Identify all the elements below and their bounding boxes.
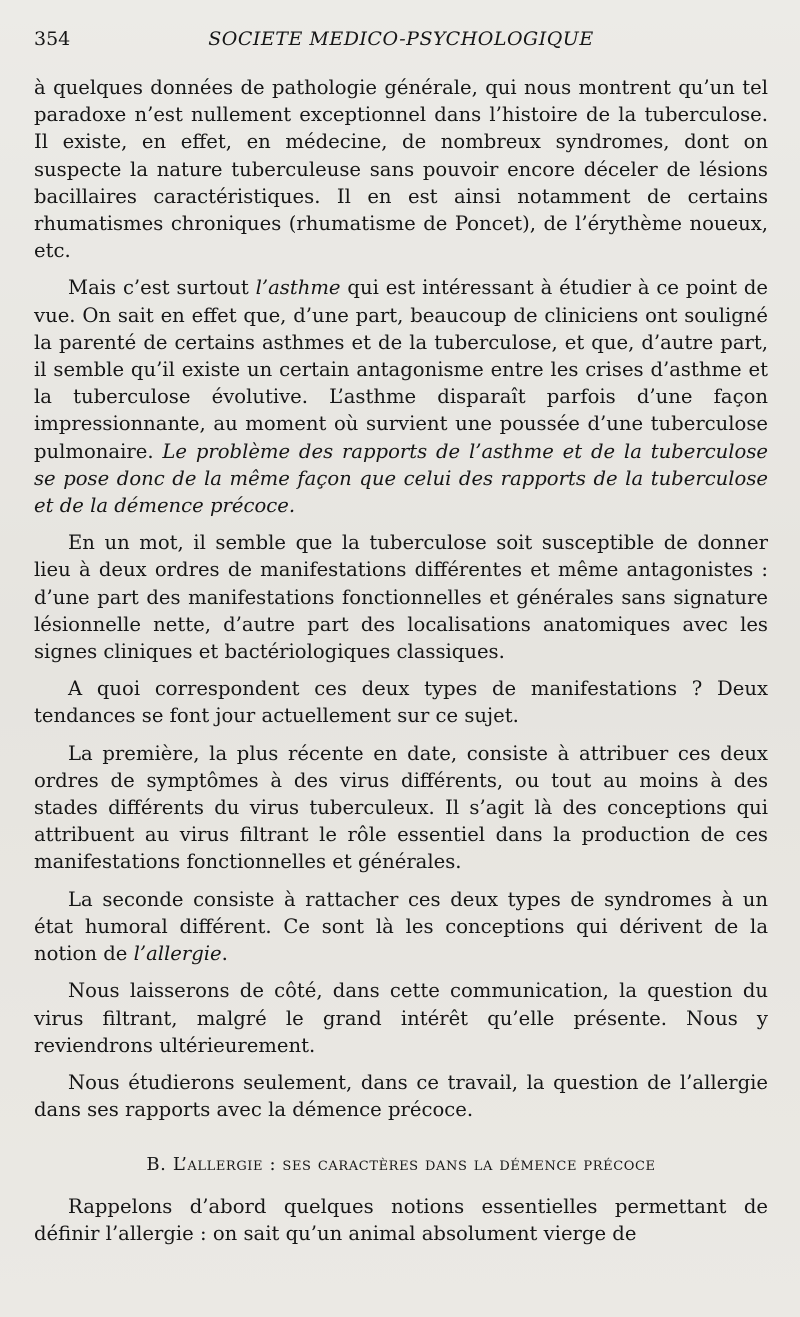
paragraph bbox=[34, 274, 768, 519]
section-label: B. bbox=[146, 1154, 173, 1176]
italic-text-run: l’allergie bbox=[133, 942, 222, 966]
paragraph bbox=[34, 977, 768, 1059]
paragraph bbox=[34, 74, 768, 264]
paragraph-list bbox=[34, 74, 768, 1123]
text-run: A quoi correspondent ces deux types de manifestations ? Deux tendances se font jour actuellement sur ce sujet. bbox=[34, 677, 768, 728]
italic-text-run: Le problème des rapports de l’asthme et de la tuberculose se pose donc de la même façon que celui des rapports de la tuberculose et de la démence précoce. bbox=[34, 439, 768, 518]
paragraph bbox=[34, 1069, 768, 1123]
text-run: Nous laisserons de côté, dans cette communication, la question du virus filtrant, malgré le grand intérêt qu’elle présente. Nous y reviendrons ultérieurement. bbox=[34, 979, 768, 1057]
section-heading bbox=[34, 1151, 768, 1178]
text-run: . bbox=[221, 942, 228, 966]
paragraph bbox=[34, 529, 768, 665]
text-run: La seconde consiste à rattacher ces deux types de syndromes à un état humoral différent. Ce sont là les conceptions qui dérivent de la notion de bbox=[34, 887, 768, 966]
page-header bbox=[34, 28, 768, 58]
text-run: à quelques données de pathologie générale, qui nous montrent qu’un tel paradoxe n’est nullement exceptionnel dans l’histoire de la tuberculose. Il existe, en effet, en médecine, de nombreux syndromes, dont on suspecte la nature tuberculeuse sans pouvoir encore déceler de lésions bacillaires caractéristiques. Il en est ainsi notamment de certains rhumatismes chroniques (rhumatisme de Poncet), de l’érythème noueux, etc. bbox=[34, 76, 768, 263]
paragraph bbox=[34, 886, 768, 968]
page-number: 354 bbox=[34, 28, 71, 50]
italic-text-run: l’asthme bbox=[255, 276, 341, 300]
text-run: La première, la plus récente en date, consiste à attribuer ces deux ordres de symptômes à des virus différents, ou tout au moins à des stades différents du virus tuberculeux. Il s’agit là des conceptions qui attribuent au virus filtrant le rôle essentiel dans la production de ces manifestations fonctionnelles et générales. bbox=[34, 741, 768, 874]
text-run: En un mot, il semble que la tuberculose soit susceptible de donner lieu à deux ordres de manifestations différentes et même antagonistes : d’une part des manifestations fonctionnelles et générales sans signature lésionnelle nette, d’autre part des localisations anatomiques avec les signes cliniques et bactériologiques classiques. bbox=[34, 531, 768, 664]
paragraph bbox=[34, 740, 768, 876]
paragraph bbox=[34, 675, 768, 729]
text-run: qui est intéressant à étudier à ce point de vue. On sait en effet que, d’une part, beaucoup de cliniciens ont souligné la parenté de certains asthmes et de la tuberculose, et que, d’autre part, il semble qu’il existe un certain antagonisme entre les crises d’asthme et la tuberculose évolutive. L’asthme disparaît parfois d’une façon impressionnante, au moment où survient une poussée d’une tuberculose pulmonaire. bbox=[34, 276, 768, 463]
body-text bbox=[34, 74, 768, 1247]
text-run: Mais c’est surtout bbox=[68, 276, 256, 300]
section-title: L’allergie : ses caractères dans la démence précoce bbox=[172, 1154, 656, 1176]
running-head: SOCIETE MEDICO-PSYCHOLOGIQUE bbox=[208, 28, 594, 50]
text-run: Nous étudierons seulement, dans ce travail, la question de l’allergie dans ses rapports avec la démence précoce. bbox=[34, 1070, 768, 1122]
text-run: Rappelons d’abord quelques notions essentielles permettant de définir l’allergie : on sait qu’un animal absolument vierge de bbox=[34, 1194, 768, 1245]
final-paragraph bbox=[34, 1193, 768, 1247]
